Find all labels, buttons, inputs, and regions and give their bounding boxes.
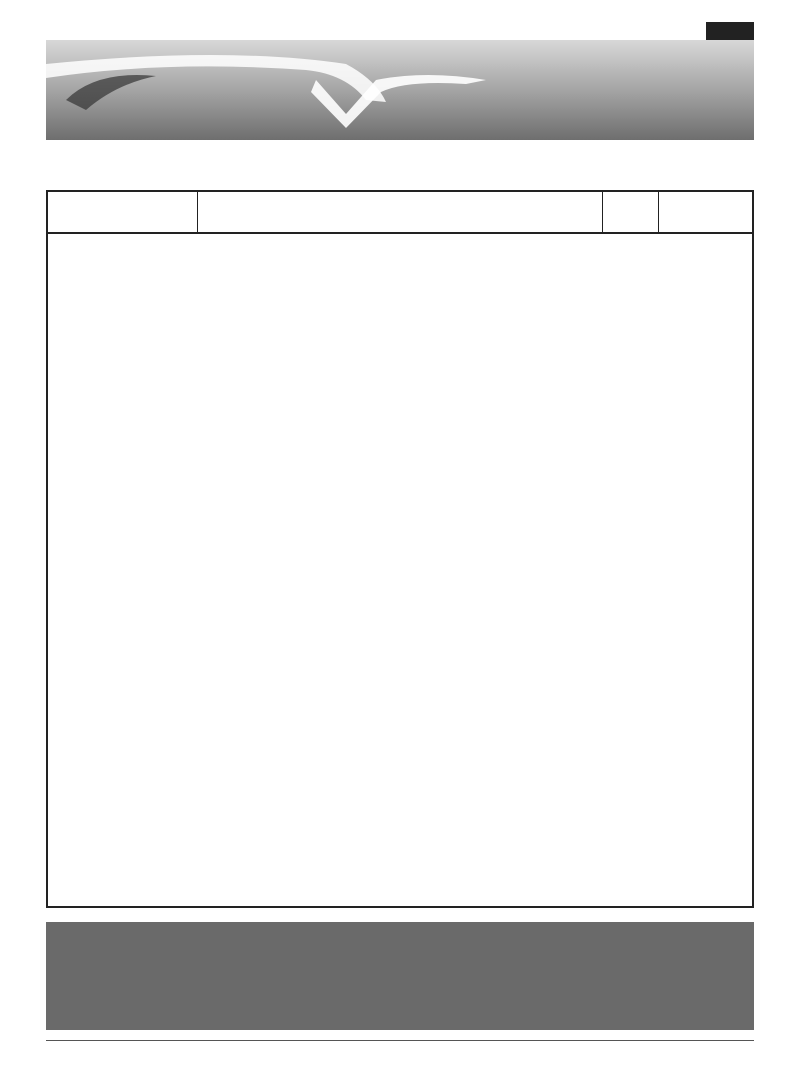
tour-plan-table	[46, 190, 754, 908]
table-header	[48, 192, 752, 234]
page-title	[46, 140, 754, 190]
header-price	[603, 192, 659, 232]
header-route	[48, 192, 198, 232]
header-features	[198, 192, 603, 232]
header-departure	[659, 192, 752, 232]
footer-divider	[46, 1040, 754, 1041]
swoosh-logo-graphic	[46, 40, 754, 140]
header-banner	[46, 40, 754, 140]
ad-tag	[706, 22, 754, 40]
contact-section	[46, 922, 754, 1030]
